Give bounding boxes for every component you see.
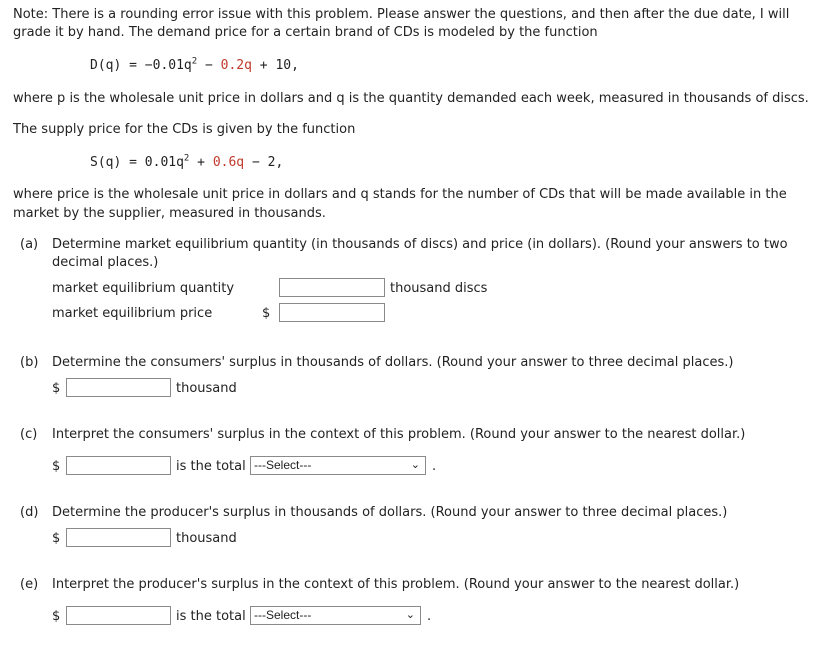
consumer-interpret-period: .	[432, 459, 437, 474]
producer-surplus-dollar: $	[52, 531, 61, 546]
part-a-label: (a)	[20, 237, 39, 252]
supply-exponent: 2	[183, 153, 190, 164]
part-b-label: (b)	[20, 355, 39, 370]
supply-red-term: 0.6q	[212, 155, 245, 170]
equilibrium-quantity-label: market equilibrium quantity	[52, 281, 235, 296]
producer-interpret-input[interactable]	[66, 606, 171, 625]
consumer-interpret-input[interactable]	[66, 456, 171, 475]
producer-interpret-text: is the total	[176, 609, 246, 624]
producer-select-value: ---Select---	[254, 608, 312, 622]
consumer-interpret-dollar: $	[52, 459, 61, 474]
demand-end: + 10,	[251, 58, 299, 73]
consumer-surplus-dollar: $	[52, 381, 61, 396]
supply-end: − 2,	[244, 155, 284, 170]
part-e-label: (e)	[20, 577, 39, 592]
where-price-line-1: where price is the wholesale unit price in dollars and q stands for the number of CDs that will be made available in the	[13, 187, 787, 202]
supply-lhs: S(q) = 0.01q	[90, 155, 184, 170]
demand-function	[90, 57, 299, 75]
demand-red-term: 0.2q	[220, 58, 252, 73]
part-b-question: Determine the consumers' surplus in thousands of dollars. (Round your answer to three decimal places.)	[52, 355, 734, 370]
chevron-down-icon: ⌄	[410, 459, 420, 471]
consumer-interpret-text: is the total	[176, 459, 246, 474]
producer-surplus-input[interactable]	[66, 528, 171, 547]
part-a-question-2: decimal places.)	[52, 255, 159, 270]
producer-interpret-select[interactable]	[250, 606, 421, 625]
producer-interpret-dollar: $	[52, 609, 61, 624]
part-c-label: (c)	[20, 427, 38, 442]
consumer-surplus-unit: thousand	[176, 381, 237, 396]
equilibrium-price-label: market equilibrium price	[52, 306, 213, 321]
producer-surplus-unit: thousand	[176, 531, 237, 546]
equilibrium-quantity-input[interactable]	[279, 278, 385, 297]
part-c-question: Interpret the consumers' surplus in the context of this problem. (Round your answer to the nearest dollar.)	[52, 427, 746, 442]
intro-line-2: grade it by hand. The demand price for a certain brand of CDs is modeled by the function	[13, 25, 598, 40]
where-price-line-2: market by the supplier, measured in thousands.	[13, 206, 326, 221]
supply-mid: +	[189, 155, 213, 170]
consumer-select-value: ---Select---	[254, 458, 312, 472]
demand-mid: −	[197, 58, 221, 73]
consumer-surplus-input[interactable]	[66, 378, 171, 397]
producer-interpret-period: .	[427, 609, 432, 624]
where-p-text: where p is the wholesale unit price in dollars and q is the quantity demanded each week, measured in thousands of discs.	[13, 91, 809, 106]
supply-function	[90, 154, 283, 172]
equilibrium-price-dollar: $	[262, 306, 271, 321]
demand-lhs: D(q) = −0.01q	[90, 58, 192, 73]
part-e-question: Interpret the producer's surplus in the context of this problem. (Round your answer to the nearest dollar.)	[52, 577, 740, 592]
part-d-question: Determine the producer's surplus in thousands of dollars. (Round your answer to three decimal places.)	[52, 505, 728, 520]
part-d-label: (d)	[20, 505, 39, 520]
supply-intro-text: The supply price for the CDs is given by the function	[13, 122, 356, 137]
intro-line-1: Note: There is a rounding error issue with this problem. Please answer the questions, and then after the due date, I will	[13, 7, 790, 22]
equilibrium-price-input[interactable]	[279, 303, 385, 322]
equilibrium-quantity-unit: thousand discs	[390, 281, 488, 296]
chevron-down-icon: ⌄	[405, 609, 415, 621]
consumer-interpret-select[interactable]	[250, 456, 426, 475]
demand-exponent: 2	[191, 56, 198, 67]
part-a-question-1: Determine market equilibrium quantity (in thousands of discs) and price (in dollars). (Round your answers to two	[52, 237, 788, 252]
